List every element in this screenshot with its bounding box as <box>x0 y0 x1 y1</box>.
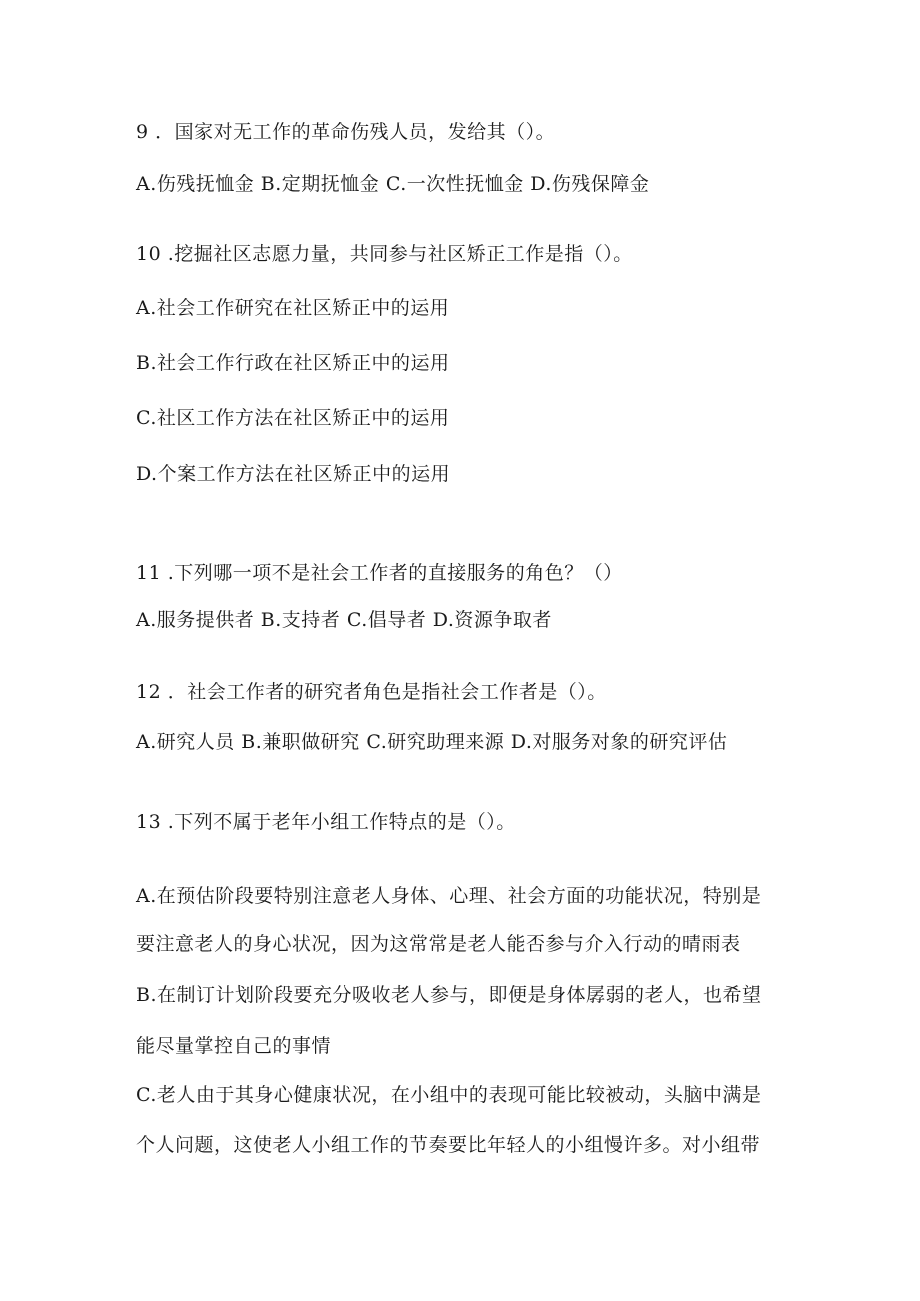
question-11-options: A.服务提供者 B.支持者 C.倡导者 D.资源争取者 <box>136 609 552 631</box>
question-13-option-b-line2: 能尽量掌控自己的事情 <box>136 1035 332 1057</box>
question-10-option-c: C.社区工作方法在社区矫正中的运用 <box>136 407 450 429</box>
question-13-option-a-line1: A.在预估阶段要特别注意老人身体、心理、社会方面的功能状况，特别是 <box>136 885 762 907</box>
question-10-option-a: A.社会工作研究在社区矫正中的运用 <box>136 297 450 319</box>
question-13-option-c-line1: C.老人由于其身心健康状况，在小组中的表现可能比较被动，头脑中满是 <box>136 1084 762 1106</box>
question-13-option-a-line2: 要注意老人的身心状况，因为这常常是老人能否参与介入行动的晴雨表 <box>136 933 741 955</box>
question-13-option-c-line2: 个人问题，这使老人小组工作的节奏要比年轻人的小组慢许多。对小组带 <box>136 1134 761 1156</box>
question-10-option-d: D.个案工作方法在社区矫正中的运用 <box>136 463 451 485</box>
question-9-options: A.伤残抚恤金 B.定期抚恤金 C.一次性抚恤金 D.伤残保障金 <box>136 173 650 195</box>
question-12-options: A.研究人员 B.兼职做研究 C.研究助理来源 D.对服务对象的研究评估 <box>136 731 728 753</box>
question-13-stem: 13 .下列不属于老年小组工作特点的是（）。 <box>136 811 516 833</box>
question-11-stem: 11 .下列哪一项不是社会工作者的直接服务的角色？（） <box>136 562 623 584</box>
question-13-option-b-line1: B.在制订计划阶段要充分吸收老人参与，即便是身体孱弱的老人，也希望 <box>136 984 762 1006</box>
question-10-option-b: B.社会工作行政在社区矫正中的运用 <box>136 352 450 374</box>
question-10-stem: 10 .挖掘社区志愿力量，共同参与社区矫正工作是指（）。 <box>136 243 633 265</box>
question-12-stem: 12 ．社会工作者的研究者角色是指社会工作者是（）。 <box>136 681 607 703</box>
question-9-stem: 9 ．国家对无工作的革命伤残人员，发给其（）。 <box>136 121 556 143</box>
